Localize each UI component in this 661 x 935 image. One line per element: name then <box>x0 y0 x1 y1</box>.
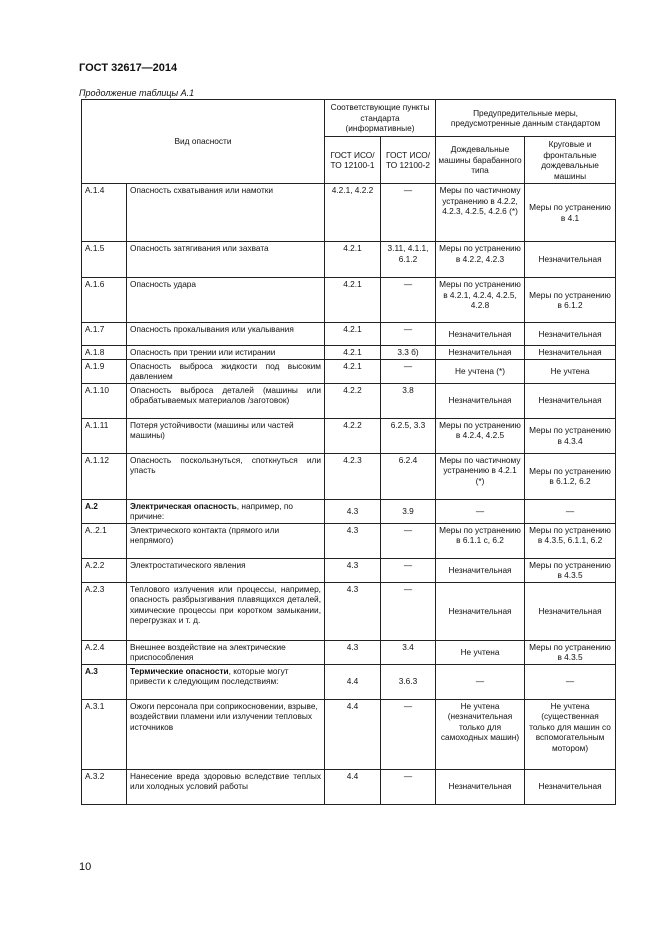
header-circular-machines: Круговые и фронтальные дождевальные машины <box>525 137 616 184</box>
row-gost-1: 4.3 <box>325 558 381 582</box>
header-gost-1: ГОСТ ИСО/ТО 12100-1 <box>325 137 381 184</box>
row-circular: — <box>525 664 616 699</box>
row-gost-2: — <box>381 699 436 769</box>
row-gost-2: — <box>381 359 436 383</box>
table-row <box>82 558 616 582</box>
table-row <box>82 699 616 769</box>
row-circular: Незначительная <box>525 242 616 278</box>
row-drum: — <box>436 664 525 699</box>
row-gost-2: — <box>381 582 436 640</box>
row-hazard: Опасность прокалывания или укалывания <box>127 323 325 346</box>
hazards-table <box>81 99 616 805</box>
row-circular: Незначительная <box>525 582 616 640</box>
row-code: А.1.6 <box>82 278 127 323</box>
row-circular: Не учтена (существенная только для машин со вспомогательным мотором) <box>525 699 616 769</box>
table-caption: Продолжение таблицы А.1 <box>79 88 195 98</box>
row-drum: Незначительная <box>436 323 525 346</box>
row-hazard: Электростатического явления <box>127 558 325 582</box>
row-code: А.1.7 <box>82 323 127 346</box>
row-code: А.2.4 <box>82 640 127 664</box>
row-gost-1: 4.2.2 <box>325 383 381 418</box>
row-circular: Незначительная <box>525 383 616 418</box>
row-gost-1: 4.2.1 <box>325 346 381 360</box>
row-circular: — <box>525 499 616 523</box>
row-hazard: Опасность выброса жидкости под высоким давлением <box>127 359 325 383</box>
row-circular: Меры по устранению в 6.1.2 <box>525 278 616 323</box>
row-code: А.3.1 <box>82 699 127 769</box>
row-drum: Меры по устранению в 4.2.1, 4.2.4, 4.2.5, 4.2.8 <box>436 278 525 323</box>
row-hazard: Термические опасности, которые могут привести к следующим последствиям: <box>127 664 325 699</box>
header-measures: Предупредительные меры, предусмотренные данным стандартом <box>436 100 616 137</box>
row-gost-1: 4.2.1 <box>325 278 381 323</box>
row-code: А.2.2 <box>82 558 127 582</box>
row-circular: Незначительная <box>525 323 616 346</box>
row-hazard: Нанесение вреда здоровью вследствие теплых или холодных условий работы <box>127 769 325 804</box>
page-number: 10 <box>79 861 92 873</box>
row-circular: Незначительная <box>525 769 616 804</box>
row-gost-2: — <box>381 184 436 242</box>
row-circular: Не учтена <box>525 359 616 383</box>
row-hazard: Опасность выброса деталей (машины или обрабатываемых материалов /заготовок) <box>127 383 325 418</box>
row-gost-1: 4.3 <box>325 582 381 640</box>
row-hazard: Опасность схватывания или намотки <box>127 184 325 242</box>
table-row <box>82 242 616 278</box>
table-row <box>82 359 616 383</box>
row-gost-1: 4.2.1, 4.2.2 <box>325 184 381 242</box>
row-gost-2: 3.11, 4.1.1, 6.1.2 <box>381 242 436 278</box>
row-code: А.1.4 <box>82 184 127 242</box>
row-gost-2: 3.3 б) <box>381 346 436 360</box>
table-row <box>82 323 616 346</box>
row-drum: Не учтена (незначительная только для самоходных машин) <box>436 699 525 769</box>
row-gost-1: 4.4 <box>325 769 381 804</box>
row-code: А.1.9 <box>82 359 127 383</box>
row-hazard: Опасность поскользнуться, споткнуться или упасть <box>127 453 325 499</box>
row-drum: — <box>436 499 525 523</box>
row-gost-2: — <box>381 523 436 558</box>
table-row <box>82 383 616 418</box>
table-row <box>82 453 616 499</box>
row-gost-2: 3.4 <box>381 640 436 664</box>
document-title: ГОСТ 32617—2014 <box>79 62 178 74</box>
row-hazard: Потеря устойчивости (машины или частей машины) <box>127 418 325 453</box>
row-code: А.1.5 <box>82 242 127 278</box>
row-drum: Меры по частичному устранению в 4.2.2, 4.2.3, 4.2.5, 4.2.6 (*) <box>436 184 525 242</box>
row-drum: Меры по частичному устранению в 4.2.1 (*) <box>436 453 525 499</box>
row-gost-1: 4.2.1 <box>325 242 381 278</box>
row-circular: Меры по устранению в 4.3.5, 6.1.1, 6.2 <box>525 523 616 558</box>
row-gost-1: 4.3 <box>325 499 381 523</box>
row-gost-2: — <box>381 769 436 804</box>
table-row <box>82 184 616 242</box>
row-drum: Не учтена <box>436 640 525 664</box>
row-code: А.3 <box>82 664 127 699</box>
table-row <box>82 769 616 804</box>
table-row <box>82 664 616 699</box>
row-code: А.3.2 <box>82 769 127 804</box>
row-drum: Меры по устранению в 4.2.4, 4.2.5 <box>436 418 525 453</box>
row-circular: Меры по устранению в 6.1.2, 6.2 <box>525 453 616 499</box>
row-hazard: Электрического контакта (прямого или непрямого) <box>127 523 325 558</box>
table-row <box>82 582 616 640</box>
row-gost-1: 4.4 <box>325 664 381 699</box>
table-row <box>82 418 616 453</box>
header-gost-2: ГОСТ ИСО/ТО 12100-2 <box>381 137 436 184</box>
row-code: А..2.1 <box>82 523 127 558</box>
row-gost-1: 4.3 <box>325 523 381 558</box>
row-circular: Меры по устранению в 4.3.5 <box>525 558 616 582</box>
row-drum: Меры по устранению в 6.1.1 с, 6.2 <box>436 523 525 558</box>
row-hazard: Опасность при трении или истирании <box>127 346 325 360</box>
row-gost-1: 4.4 <box>325 699 381 769</box>
row-gost-1: 4.2.2 <box>325 418 381 453</box>
table-row <box>82 278 616 323</box>
row-gost-2: 3.6.3 <box>381 664 436 699</box>
row-circular: Меры по устранению в 4.3.4 <box>525 418 616 453</box>
header-hazard-type: Вид опасности <box>82 100 325 184</box>
table-row <box>82 523 616 558</box>
row-hazard: Внешнее воздействие на электрические приспособления <box>127 640 325 664</box>
row-hazard: Электрическая опасность, например, по причине: <box>127 499 325 523</box>
row-drum: Незначительная <box>436 582 525 640</box>
row-gost-2: 3.8 <box>381 383 436 418</box>
row-hazard: Опасность удара <box>127 278 325 323</box>
row-circular: Незначительная <box>525 346 616 360</box>
table-row <box>82 346 616 360</box>
row-gost-1: 4.2.1 <box>325 323 381 346</box>
row-gost-2: 6.2.4 <box>381 453 436 499</box>
row-gost-2: — <box>381 558 436 582</box>
row-drum: Незначительная <box>436 769 525 804</box>
row-hazard: Теплового излучения или процессы, например, опасность разбрызгивания плавящихся деталей, химические процессы при коротком замыкании, перегрузках и т. д. <box>127 582 325 640</box>
row-gost-2: — <box>381 323 436 346</box>
header-clauses: Соответствующие пункты стандарта (информативные) <box>325 100 436 137</box>
row-circular: Меры по устранению в 4.3.5 <box>525 640 616 664</box>
row-code: А.1.8 <box>82 346 127 360</box>
row-drum: Незначительная <box>436 346 525 360</box>
row-code: А.1.11 <box>82 418 127 453</box>
row-drum: Меры по устранению в 4.2.2, 4.2.3 <box>436 242 525 278</box>
table-row <box>82 640 616 664</box>
row-gost-2: — <box>381 278 436 323</box>
row-code: А.2 <box>82 499 127 523</box>
row-code: А.2.3 <box>82 582 127 640</box>
row-code: А.1.12 <box>82 453 127 499</box>
row-gost-1: 4.2.3 <box>325 453 381 499</box>
row-drum: Незначительная <box>436 383 525 418</box>
row-gost-1: 4.2.1 <box>325 359 381 383</box>
row-circular: Меры по устранению в 4.1 <box>525 184 616 242</box>
header-drum-machines: Дождевальные машины барабанного типа <box>436 137 525 184</box>
row-drum: Незначительная <box>436 558 525 582</box>
table-row <box>82 499 616 523</box>
row-gost-1: 4.3 <box>325 640 381 664</box>
row-code: А.1.10 <box>82 383 127 418</box>
row-gost-2: 3.9 <box>381 499 436 523</box>
row-drum: Не учтена (*) <box>436 359 525 383</box>
row-gost-2: 6.2.5, 3.3 <box>381 418 436 453</box>
row-hazard: Ожоги персонала при соприкосновении, взрыве, воздействии пламени или излучении тепловых источников <box>127 699 325 769</box>
row-hazard: Опасность затягивания или захвата <box>127 242 325 278</box>
